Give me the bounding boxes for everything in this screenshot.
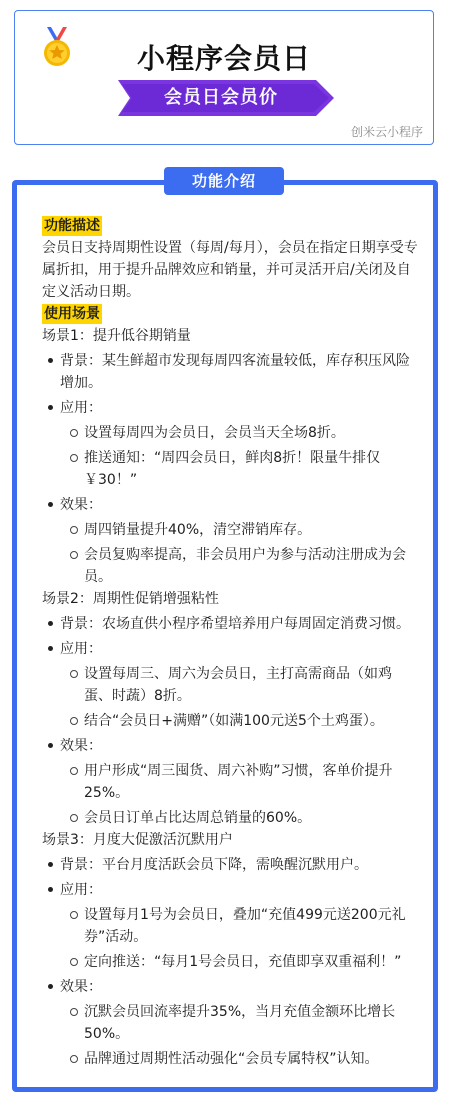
scene-effect-item: 沉默会员回流率提升35%，当月充值金额环比增长50%。 [42,1001,418,1045]
scene-block [42,325,418,588]
page-title: 小程序会员日 [136,42,311,75]
desc-text: 会员日支持周期性设置（每周/每月），会员在指定日期享受专属折扣，用于提升品牌效应和销量，并可灵活开启/关闭及自定义活动日期。 [42,240,418,300]
scene-apply-label: 应用： [42,638,418,660]
scene-effect-label: 效果： [42,494,418,516]
brand-label: 创米云小程序 [350,125,423,139]
content-body [42,215,418,1070]
scene-apply-item: 结合“会员日+满赠”（如满100元送5个土鸡蛋）。 [42,710,418,732]
scene-block [42,829,418,1070]
scene-apply-item: 定向推送：“每月1号会员日，充值即享双重福利！” [42,951,418,973]
scene-effect-label: 效果： [42,976,418,998]
scene-apply-item: 推送通知：“周四会员日，鲜肉8折！限量牛排仅￥30！” [42,447,418,491]
scene-apply-item: 设置每周四为会员日，会员当天全场8折。 [42,422,418,444]
scene-apply-item: 设置每月1号为会员日，叠加“充值499元送200元礼券”活动。 [42,904,418,948]
scene-title: 场景2：周期性促销增强粘性 [42,591,219,607]
scene-apply-label: 应用： [42,397,418,419]
section-title-pill: 功能介绍 [164,167,284,195]
scene-apply-label: 应用： [42,879,418,901]
header-card [14,10,434,145]
scene-title: 场景3：月度大促激活沉默用户 [42,832,233,848]
scene-effect-item: 周四销量提升40%，清空滞销库存。 [42,519,418,541]
scene-apply-item: 设置每周三、周六为会员日，主打高需商品（如鸡蛋、时蔬）8折。 [42,663,418,707]
scene-effect-item: 品牌通过周期性活动强化“会员专属特权”认知。 [42,1048,418,1070]
desc-heading: 功能描述 [44,218,100,234]
scene-effect-item: 会员复购率提高，非会员用户为参与活动注册成为会员。 [42,544,418,588]
scene-block [42,588,418,829]
scene-effect-item: 用户形成“周三囤货、周六补购”习惯，客单价提升25%。 [42,760,418,804]
ribbon-label: 会员日会员价 [164,87,278,108]
scene-title: 场景1：提升低谷期销量 [42,328,191,344]
scene-effect-label: 效果： [42,735,418,757]
scene-background: 背景：平台月度活跃会员下降，需唤醒沉默用户。 [42,854,418,876]
scene-heading: 使用场景 [44,306,100,322]
scene-background: 背景：农场直供小程序希望培养用户每周固定消费习惯。 [42,613,418,635]
scene-background: 背景：某生鲜超市发现每周四客流量较低，库存积压风险增加。 [42,350,418,394]
scene-effect-item: 会员日订单占比达周总销量的60%。 [42,807,418,829]
